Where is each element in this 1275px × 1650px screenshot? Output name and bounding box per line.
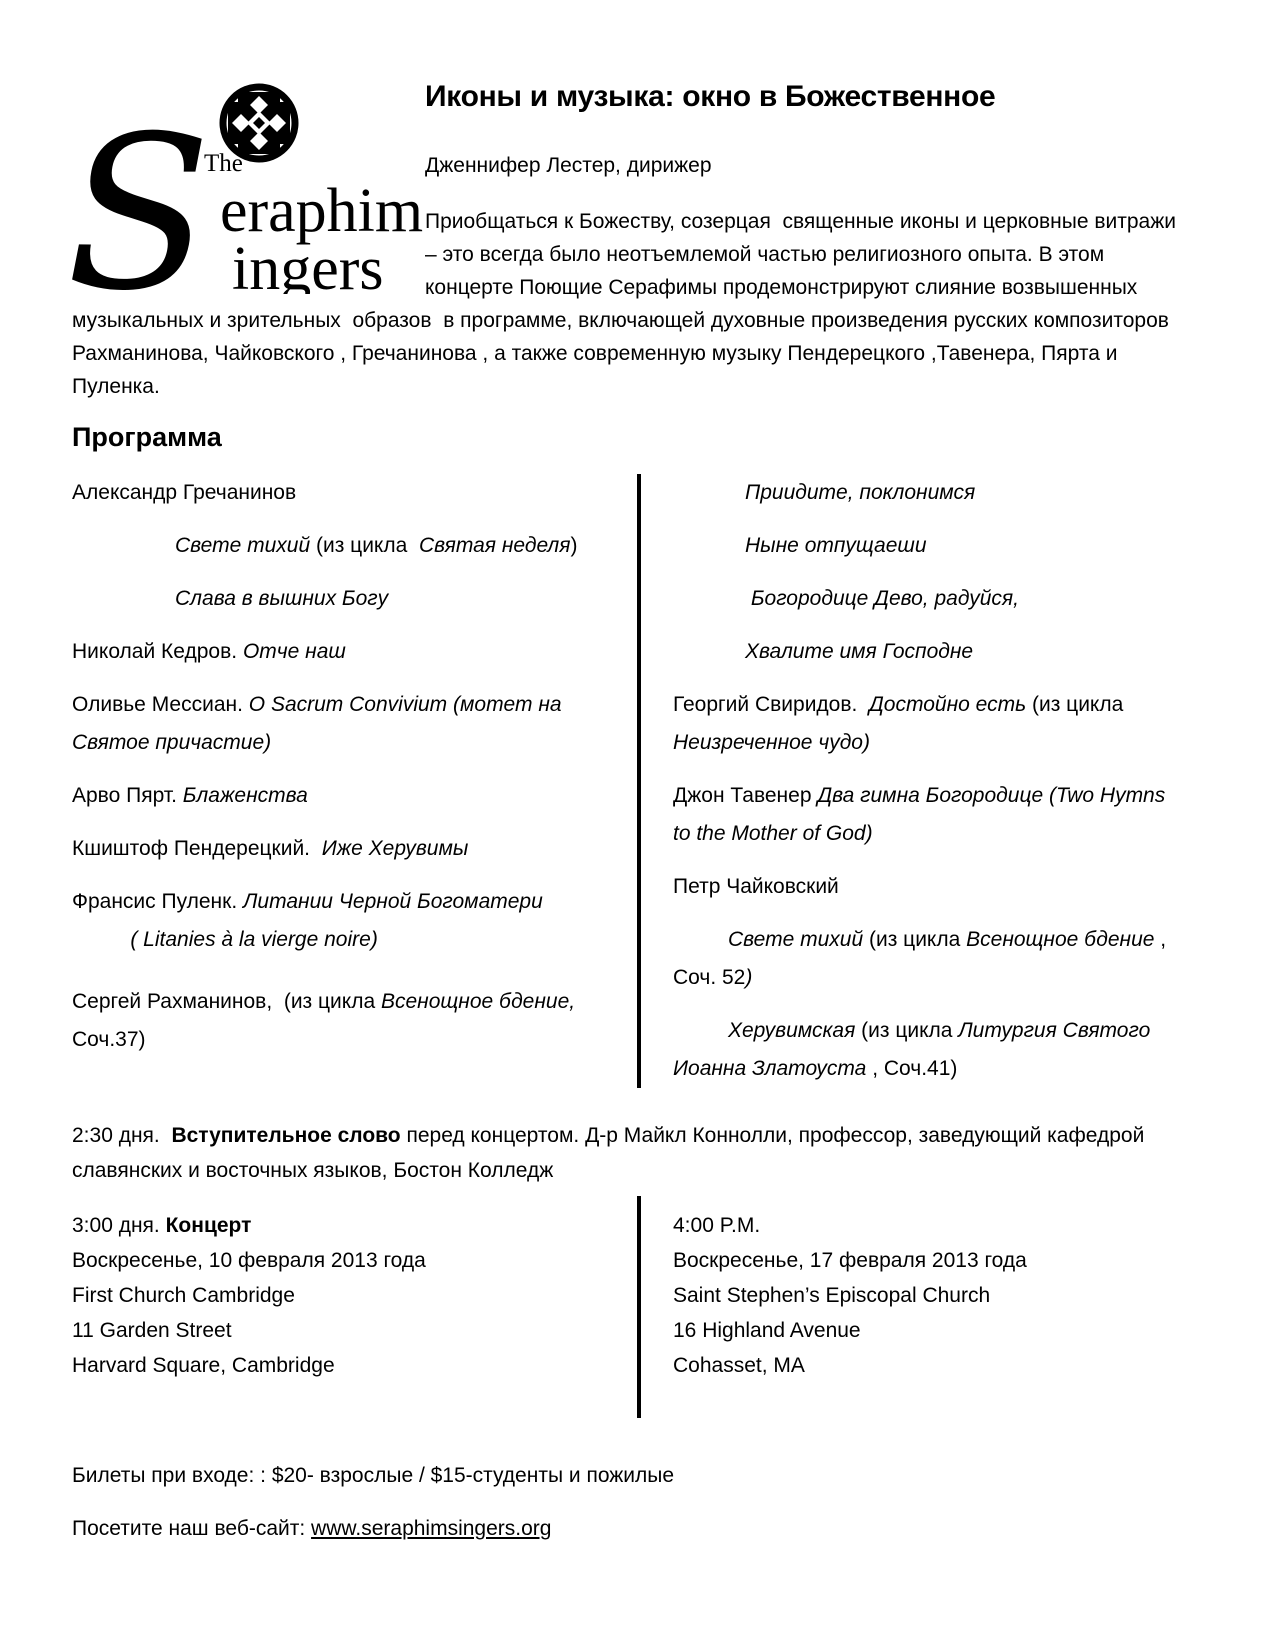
venue-city: Harvard Square, Cambridge xyxy=(72,1354,335,1377)
venue-date: Воскресенье, 17 февраля 2013 года xyxy=(673,1249,1027,1272)
venue-time: 4:00 P.M. xyxy=(673,1214,761,1237)
venue-city: Cohasset, MA xyxy=(673,1354,805,1377)
venue-name: First Church Cambridge xyxy=(72,1284,295,1307)
program-item: Кшиштоф Пендерецкий. Иже Херувимы xyxy=(72,837,469,860)
program-item: Ныне отпущаеши xyxy=(745,534,927,557)
website-link[interactable]: www.seraphimsingers.org xyxy=(311,1517,552,1540)
program-item: Николай Кедров. Отче наш xyxy=(72,640,346,663)
program-item: Франсис Пуленк. Литании Черной Богоматери ( Litanies à la vierge noire) xyxy=(72,890,543,951)
page-title: Иконы и музыка: окно в Божественное xyxy=(425,80,996,113)
venue-street: 11 Garden Street xyxy=(72,1319,232,1342)
venue-left xyxy=(72,1196,637,1418)
seraphim-singers-logo-image xyxy=(72,79,425,294)
conductor-line: Дженнифер Лестер, дирижер xyxy=(425,154,712,177)
program-item: Александр Гречанинов xyxy=(72,481,297,504)
program-item: Свете тихий (из цикла Святая неделя) xyxy=(175,534,578,557)
program-item: Сергей Рахманинов, (из цикла Всенощное бдение, Соч.37) xyxy=(72,990,581,1051)
website-label: Посетите наш веб-сайт: xyxy=(72,1517,312,1540)
logo-initial-s: S xyxy=(72,90,212,294)
program-item: Свете тихий (из цикла Всенощное бдение , Соч. 52) xyxy=(673,928,1172,989)
program-item: Джон Тавенер Два гимна Богородице (Two Hymns to the Mother of God) xyxy=(673,784,1172,845)
venue-time: 3:00 дня. Концерт xyxy=(72,1214,252,1237)
header xyxy=(72,79,1180,422)
website-line xyxy=(72,1511,1180,1546)
program-column-right xyxy=(641,474,1180,1088)
venue-name: Saint Stephen’s Episcopal Church xyxy=(673,1284,991,1307)
intro-paragraph: Приобщаться к Божеству, созерцая священные иконы и церковные витражи – это всегда было неотъемлемой частью религиозного опыта. В этом концерте Поющие Серафимы продемонстрируют слияние возвышенных музыкальных и зрительных образов в программе, включающей духовные произведения русских композиторов Рахманинова, Чайковского , Гречанинова , а также современную музыку Пендерецкого ,Тавенера, Пярта и Пуленка. xyxy=(72,210,1182,398)
program-heading: Программа xyxy=(72,422,222,452)
lecture-note: 2:30 дня. Вступительное слово перед концертом. Д-р Майкл Коннолли, профессор, заведующий кафедрой славянских и восточных языков, Бостон Колледж xyxy=(72,1124,1151,1182)
ticket-info: Билеты при входе: : $20- взрослые / $15-студенты и пожилые xyxy=(72,1464,675,1487)
program-item: Георгий Свиридов. Достойно есть (из цикла Неизреченное чудо) xyxy=(673,693,1130,754)
program-item: Богородице Дево, радуйся, xyxy=(745,587,1019,610)
program-column-left xyxy=(72,474,637,1088)
program-section xyxy=(72,474,1180,1088)
venue-date: Воскресенье, 10 февраля 2013 года xyxy=(72,1249,426,1272)
logo-word-seraphim: eraphim xyxy=(220,177,424,245)
program-item: Слава в вышних Богу xyxy=(175,587,389,610)
venues-section xyxy=(72,1196,1180,1418)
seraphim-singers-logo xyxy=(72,79,425,294)
program-item: Херувимская (из цикла Литургия Святого Иоанна Златоуста , Соч.41) xyxy=(673,1019,1157,1080)
logo-the: The xyxy=(204,150,243,177)
logo-word-singers: ingers xyxy=(232,235,384,294)
program-item: Петр Чайковский xyxy=(673,875,839,898)
program-item: Оливье Мессиан. O Sacrum Convivium (мотет на Святое причастие) xyxy=(72,693,568,754)
venue-street: 16 Highland Avenue xyxy=(673,1319,861,1342)
program-item: Хвалите имя Господне xyxy=(745,640,974,663)
program-item: Приидите, поклонимся xyxy=(745,481,976,504)
program-item: Арво Пярт. Блаженства xyxy=(72,784,308,807)
cross-circle-emblem-icon xyxy=(223,87,295,159)
venue-right xyxy=(641,1196,1180,1418)
